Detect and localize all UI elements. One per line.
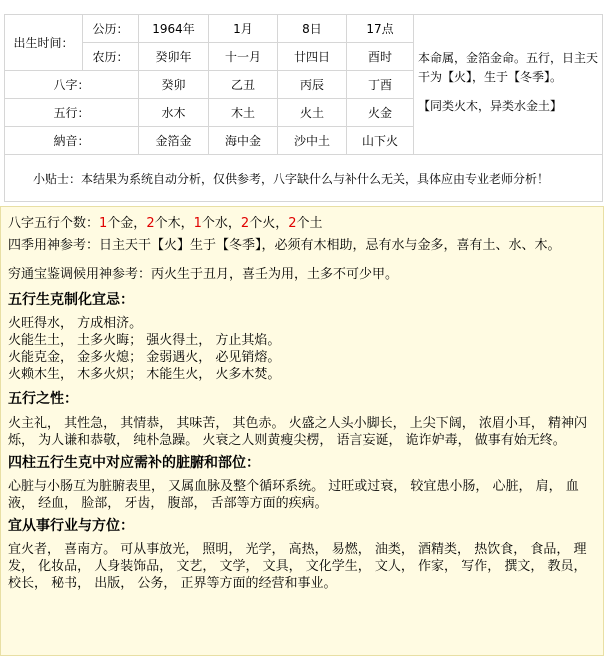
- nayin-day: 沙中土: [278, 127, 347, 155]
- count-earth-num: 2: [288, 216, 297, 231]
- nature-text: 火主礼， 其性急， 其情恭， 其味苦， 其色赤。 火盛之人头小脚长， 上尖下阔， 浓眉小耳， 精神闪烁， 为人谦和恭敬， 纯朴急躁。 火衰之人则黄瘦尖楞， 语言妄诞， 诡诈妒毒， 做事有始无终。: [8, 416, 588, 448]
- count-wood-label: 个木，: [154, 216, 194, 231]
- count-metal-label: 个金，: [107, 216, 147, 231]
- element-count-label: 八字五行个数：: [8, 216, 100, 231]
- wuxing-label: 五行：: [5, 99, 139, 127]
- section-title-career: 宜从事行业与方位：: [8, 518, 134, 534]
- lunar-label: 农历：: [83, 43, 139, 71]
- solar-day: 8日: [278, 15, 347, 43]
- summary-line-1: 本命属，金箔金命。五行，日主天干为【火】，生于【冬季】。: [418, 51, 599, 84]
- bazi-hour: 丁酉: [347, 71, 414, 99]
- nayin-month: 海中金: [209, 127, 278, 155]
- wuxing-hour: 火金: [347, 99, 414, 127]
- career-text: 宜火者， 喜南方。 可从事放光， 照明， 光学， 高热， 易燃， 油类， 酒精类， 热饮食， 食品， 理发， 化妆品， 人身装饰品， 文艺， 文学， 文具， 文化学生， 文人， 作家， 写作， 撰文， 教员， 校长， 秘书， 出版， 公务， 正界等方面的经营和事业。: [8, 542, 587, 591]
- count-water-num: 1: [193, 216, 202, 231]
- nayin-hour: 山下火: [347, 127, 414, 155]
- analysis-panel: [0, 206, 604, 656]
- birth-info-table: [4, 14, 603, 202]
- lunar-year: 癸卯年: [139, 43, 209, 71]
- wuxing-year: 水木: [139, 99, 209, 127]
- section-title-nature: 五行之性：: [8, 391, 78, 407]
- count-wood-num: 2: [146, 216, 155, 231]
- interaction-line-2: 火能生土， 土多火晦； 强火得土， 方止其焰。: [8, 333, 281, 348]
- count-water-label: 个水，: [201, 216, 241, 231]
- birth-time-label: 出生时间：: [5, 15, 83, 71]
- qiongtong-reference: 穷通宝鉴调候用神参考：丙火生于丑月，喜壬为用，土多不可少甲。: [8, 267, 399, 282]
- solar-month: 1月: [209, 15, 278, 43]
- section-title-organs: 四柱五行生克中对应需补的脏腑和部位：: [8, 455, 260, 471]
- interaction-line-3: 火能克金， 金多火熄； 金弱遇火， 必见销熔。: [8, 350, 281, 365]
- nayin-label: 納音：: [5, 127, 139, 155]
- solar-label: 公历：: [83, 15, 139, 43]
- summary-cell: [414, 15, 603, 155]
- count-fire-label: 个火，: [249, 216, 289, 231]
- element-count: [8, 215, 595, 232]
- section-title-interaction: 五行生克制化宜忌：: [8, 292, 134, 308]
- interaction-line-4: 火赖木生， 木多火炽； 木能生火， 火多木焚。: [8, 367, 281, 382]
- solar-row: [5, 15, 603, 43]
- solar-year: 1964年: [139, 15, 209, 43]
- tip-row: [5, 155, 603, 202]
- nayin-year: 金箔金: [139, 127, 209, 155]
- lunar-day: 廿四日: [278, 43, 347, 71]
- count-fire-num: 2: [240, 216, 250, 231]
- wuxing-month: 木土: [209, 99, 278, 127]
- bazi-year: 癸卯: [139, 71, 209, 99]
- bazi-month: 乙丑: [209, 71, 278, 99]
- solar-hour: 17点: [347, 15, 414, 43]
- count-metal-num: 1: [99, 216, 108, 231]
- organs-text: 心脏与小肠互为脏腑表里， 又属血脉及整个循环系统。 过旺或过衰， 较宜患小肠， 心脏， 肩， 血液， 经血， 脸部， 牙齿， 腹部， 舌部等方面的疾病。: [8, 479, 579, 511]
- count-earth-label: 个土: [296, 216, 323, 231]
- summary-line-2: 【同类火木，异类水金土】: [418, 99, 563, 113]
- interaction-line-1: 火旺得水， 方成相济。: [8, 316, 143, 331]
- bazi-day: 丙辰: [278, 71, 347, 99]
- wuxing-day: 火土: [278, 99, 347, 127]
- bazi-label: 八字：: [5, 71, 139, 99]
- lunar-hour: 酉时: [347, 43, 414, 71]
- seasonal-reference: 四季用神参考：日主天干【火】生于【冬季】，必须有木相助，忌有水与金多，喜有土、水、木。: [8, 238, 561, 253]
- lunar-month: 十一月: [209, 43, 278, 71]
- tip-text: 小贴士：本结果为系统自动分析，仅供参考，八字缺什么与补什么无关，具体应由专业老师分析！: [5, 155, 603, 202]
